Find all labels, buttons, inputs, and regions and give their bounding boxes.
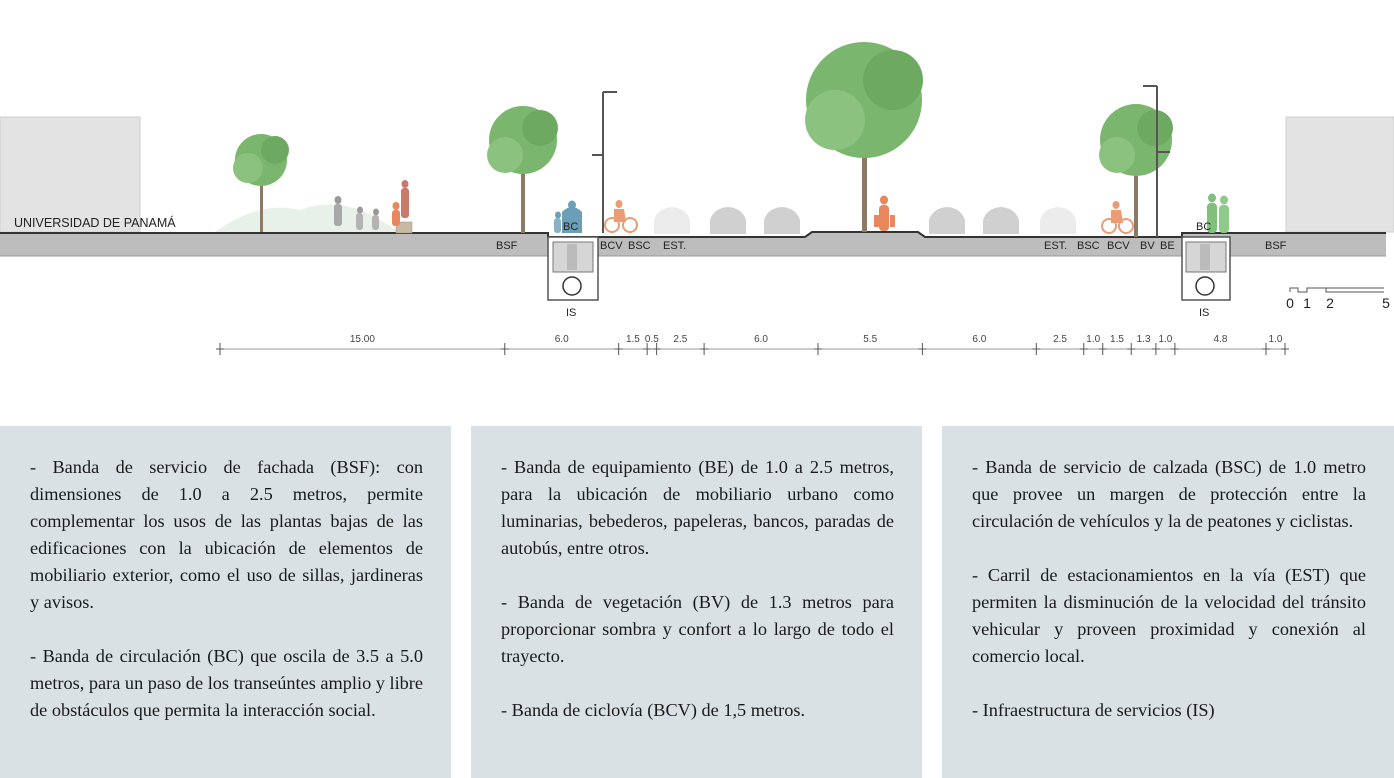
tree-2 (487, 106, 558, 233)
band-label: BE (1160, 240, 1175, 252)
dimension-label: 1.0 (1158, 334, 1173, 345)
scale-label: 0 (1286, 295, 1294, 311)
band-label: EST. (1044, 240, 1068, 252)
dimension-label: 6.0 (554, 334, 569, 345)
tree-4 (1099, 104, 1173, 237)
service-infrastructure-right (1182, 237, 1230, 300)
band-label: EST. (663, 240, 687, 252)
band-label: BCV (1107, 240, 1130, 252)
dimension-line (216, 334, 1289, 355)
site-label: UNIVERSIDAD DE PANAMÁ (14, 216, 176, 230)
dimension-label: 4.8 (1213, 334, 1228, 345)
band-label: BSC (1077, 240, 1100, 252)
dimension-label: 6.0 (754, 334, 768, 345)
cyclist-right (1102, 201, 1133, 233)
band-label-is-right: IS (1199, 307, 1210, 319)
band-label: BSF (496, 240, 518, 252)
street-lamp-left (592, 92, 617, 233)
band-label-is-left: IS (566, 307, 577, 319)
text-panel-1 (0, 426, 451, 778)
ground-profile (0, 232, 1386, 256)
scale-label: 5 (1382, 295, 1390, 311)
panel-paragraph: - Infraestructura de servicios (IS) (972, 700, 1215, 720)
dimension-label: 1.0 (1086, 334, 1101, 345)
dimension-label: 5.5 (863, 334, 878, 345)
building-left (0, 117, 140, 232)
panel-paragraph: - Carril de estacionamientos en la vía (EST) que permiten la disminución de la velocidad del tránsito vehicular y proveen proximidad y conexión al comercio local. (972, 565, 1366, 666)
panel-paragraph: - Banda de ciclovía (BCV) de 1,5 metros. (501, 700, 806, 720)
dimension-label: 15.00 (349, 334, 375, 345)
pedestrian-center (874, 196, 895, 232)
cyclist-left (605, 200, 637, 232)
dimension-label: 0.5 (644, 334, 659, 345)
band-label: BCV (600, 240, 623, 252)
band-label: BSF (1265, 240, 1287, 252)
band-label-bc-left: BC (563, 221, 579, 233)
dimension-label: 1.0 (1268, 334, 1283, 345)
text-panel-2 (471, 426, 922, 778)
panel-paragraph: - Banda de servicio de calzada (BSC) de 1.0 metro que provee un margen de protección entre la circulación de vehículos y la de peatones y ciclistas. (972, 457, 1366, 531)
building-right (1286, 117, 1394, 232)
dimension-label: 1.3 (1136, 334, 1151, 345)
panel-paragraph: - Banda de equipamiento (BE) de 1.0 a 2.5 metros, para la ubicación de mobiliario urbano como luminarias, bebederos, papeleras, bancos, paradas de autobús, entre otros. (501, 457, 894, 558)
dimension-label: 1.5 (1110, 334, 1124, 345)
band-label-bc-right: BC (1196, 221, 1212, 233)
scale-label: 1 (1303, 295, 1311, 311)
band-label: BV (1140, 240, 1155, 252)
scale-labels (1286, 295, 1390, 311)
dimension-label: 2.5 (1053, 334, 1067, 345)
panel-paragraph: - Banda de circulación (BC) que oscila de 3.5 a 5.0 metros, para un paso de los transeúntes amplio y libre de obstáculos que permita la interacción social. (30, 646, 423, 720)
dimension-label: 1.5 (625, 334, 640, 345)
panel-paragraph: - Banda de servicio de fachada (BSF): con dimensiones de 1.0 a 2.5 metros, permite complementar los usos de las plantas bajas de las edificaciones con la ubicación de elementos de mobiliario exterior, como el uso de sillas, jardineras y avisos. (30, 457, 423, 612)
scale-bar (1290, 288, 1384, 292)
band-label: BSC (628, 240, 651, 252)
dimension-label: 2.5 (673, 334, 688, 345)
dimension-label: 6.0 (972, 334, 987, 345)
scale-label: 2 (1326, 295, 1334, 311)
service-infrastructure-left (548, 237, 598, 300)
tree-3 (805, 42, 923, 232)
panel-paragraph: - Banda de vegetación (BV) de 1.3 metros para proporcionar sombra y confort a lo largo de todo el trayecto. (501, 592, 894, 666)
text-panel-3 (942, 426, 1394, 778)
